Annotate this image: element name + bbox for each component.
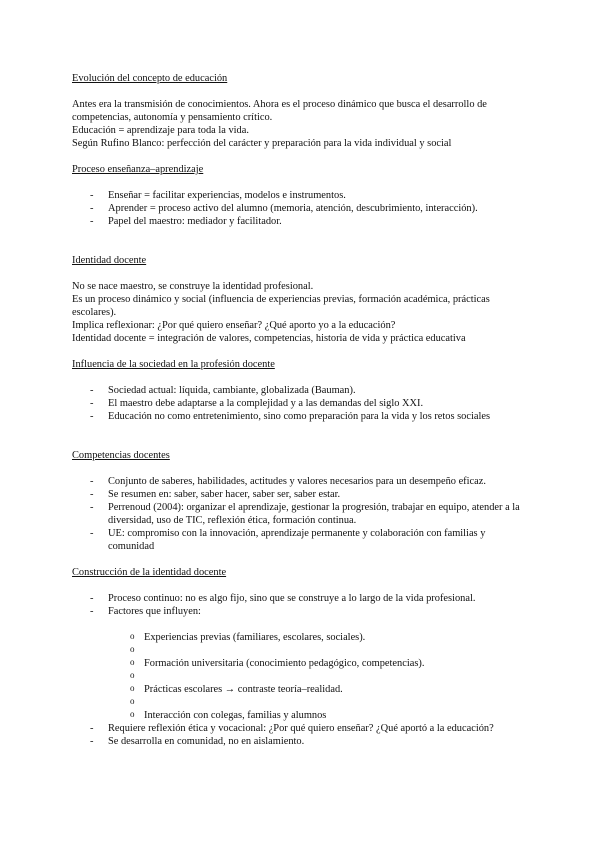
heading-evolucion: Evolución del concepto de educación — [72, 73, 228, 84]
sublist-factores — [72, 631, 532, 722]
sub-list-item: o Experiencias previas (familiares, escolares, sociales). — [72, 631, 532, 644]
list-item: - Aprender = proceso activo del alumno (memoria, atención, descubrimiento, interacción). — [72, 202, 532, 215]
list-influencia — [72, 384, 532, 423]
heading-competencias: Competencias docentes — [72, 450, 170, 461]
heading-proceso: Proceso enseñanza–aprendizaje — [72, 164, 204, 175]
list-item: - Factores que influyen: — [72, 605, 532, 618]
list-item: - Requiere reflexión ética y vocacional: ¿Por qué quiero enseñar? ¿Qué aportó a la educación? — [72, 722, 532, 735]
list-item: - Se desarrolla en comunidad, no en aislamiento. — [72, 735, 532, 748]
list-item: - Sociedad actual: líquida, cambiante, globalizada (Bauman). — [72, 384, 532, 397]
list-item: - Se resumen en: saber, saber hacer, saber ser, saber estar. — [72, 488, 532, 501]
paragraph: Educación = aprendizaje para toda la vida. — [72, 125, 249, 136]
paragraph: Es un proceso dinámico y social (influencia de experiencias previas, formación académica, prácticas escolares). — [72, 294, 490, 318]
sub-list-item: o Formación universitaria (conocimiento pedagógico, competencias). — [72, 657, 532, 670]
list-item: - Papel del maestro: mediador y facilitador. — [72, 215, 532, 228]
list-construccion — [72, 592, 532, 618]
list-item: - UE: compromiso con la innovación, aprendizaje permanente y colaboración con familias y comunidad — [72, 527, 532, 553]
paragraph: Identidad docente = integración de valores, competencias, historia de vida y práctica educativa — [72, 333, 466, 344]
list-item: - Conjunto de saberes, habilidades, actitudes y valores necesarios para un desempeño eficaz. — [72, 475, 532, 488]
list-item: - Proceso continuo: no es algo fijo, sino que se construye a lo largo de la vida profesional. — [72, 592, 532, 605]
list-competencias — [72, 475, 532, 553]
heading-identidad: Identidad docente — [72, 255, 147, 266]
list-item: - El maestro debe adaptarse a la complejidad y a las demandas del siglo XXI. — [72, 397, 532, 410]
list-construccion-2 — [72, 722, 532, 748]
paragraph: No se nace maestro, se construye la identidad profesional. — [72, 281, 314, 292]
document-page — [72, 72, 532, 748]
list-item: - Enseñar = facilitar experiencias, modelos e instrumentos. — [72, 189, 532, 202]
paragraph: Según Rufino Blanco: perfección del carácter y preparación para la vida individual y social — [72, 138, 452, 149]
list-item: - Educación no como entretenimiento, sino como preparación para la vida y los retos sociales — [72, 410, 532, 423]
sub-list-item: o Interacción con colegas, familias y alumnos — [72, 709, 532, 722]
heading-influencia: Influencia de la sociedad en la profesión docente — [72, 359, 275, 370]
spacer — [72, 670, 532, 683]
spacer — [72, 644, 532, 657]
spacer — [72, 696, 532, 709]
list-item: - Perrenoud (2004): organizar el aprendizaje, gestionar la progresión, trabajar en equipo, atender a la diversidad, uso de TIC, reflexión ética, formación continua. — [72, 501, 532, 527]
paragraph: Antes era la transmisión de conocimientos. Ahora es el proceso dinámico que busca el desarrollo de competencias, autonomía y pensamiento crítico. — [72, 99, 487, 123]
heading-construccion: Construcción de la identidad docente — [72, 567, 227, 578]
list-proceso — [72, 189, 532, 228]
sub-list-item: o Prácticas escolares → contraste teoría–realidad. — [72, 683, 532, 696]
paragraph: Implica reflexionar: ¿Por qué quiero enseñar? ¿Qué aporto yo a la educación? — [72, 320, 396, 331]
